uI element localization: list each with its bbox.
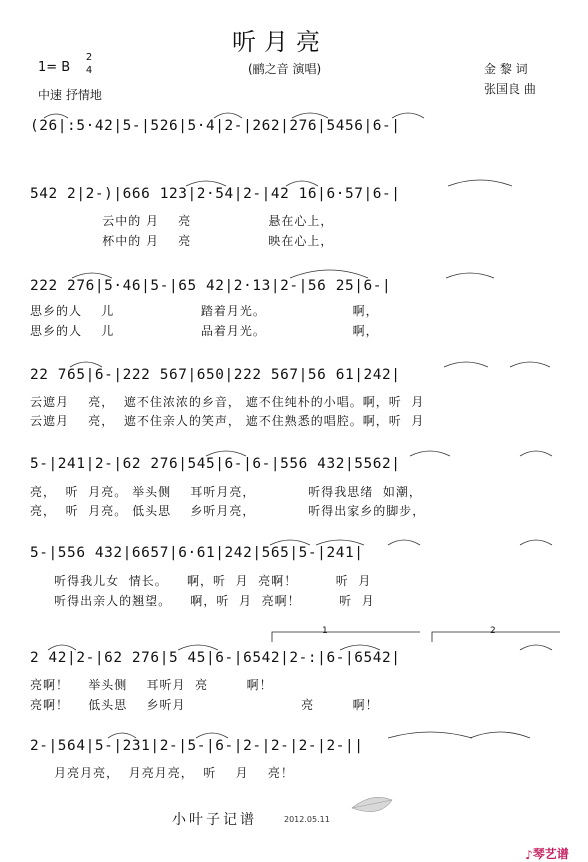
volta-second-ending-label: 2 [490,626,496,636]
lyricist-credit: 金 黎 词 [484,62,528,76]
notation-line-6: 5-|556 432|6657|6·61|242|565|5-|241| [30,545,364,561]
volta-first-ending-label: 1 [322,626,328,636]
key-signature: 1= B [38,60,71,75]
notation-line-8: 2-|564|5-|231|2-|5-|6-|2-|2-|2-|2-|| [30,738,364,754]
time-signature-top: 2 [85,52,93,63]
lyrics-line-6-verse-2: 听得出亲人的翘望。 啊，听 月 亮啊！ 听 月 [30,594,375,608]
notation-line-3: 222 276|5·46|5-|65 42|2·13|2-|56 25|6-| [30,278,392,294]
time-signature-bottom: 4 [85,65,93,76]
transcriber-signature: 小叶子记谱 [172,812,257,828]
lyrics-line-4-verse-2: 云遮月 亮， 遮不住亲人的笑声， 遮不住熟悉的唱腔。啊，听 月 [30,414,425,428]
lyrics-line-2-verse-2: 杯中的 月 亮 映在心上， [30,234,334,248]
slurs [44,113,552,738]
lyrics-line-7-verse-1: 亮啊！ 举头侧 耳听月 亮 啊！ [30,678,273,692]
performer-credit: (鹂之音 演唱) [248,62,322,76]
lyrics-line-5-verse-2: 亮， 听 月亮。 低头思 乡听月亮， 听得出家乡的脚步， [30,504,426,518]
notation-line-1: (26|:5·42|5-|526|5·4|2-|262|276|5456|6-| [30,118,401,134]
notation-line-4: 22 765|6-|222 567|650|222 567|56 61|242| [30,367,401,383]
leaf-doodle-icon [352,797,392,811]
lyrics-line-5-verse-1: 亮， 听 月亮。 举头侧 耳听月亮， 听得我思绪 如潮， [30,485,422,499]
composer-credit: 张国良 曲 [484,82,536,96]
lyrics-line-3-verse-1: 思乡的人 儿 踏着月光。 啊， [30,304,379,318]
notation-line-5: 5-|241|2-|62 276|545|6-|6-|556 432|5562| [30,456,401,472]
lyrics-line-8: 月亮月亮， 月亮月亮， 听 月 亮！ [30,766,294,780]
notation-line-2: 542 2|2-)|666 123|2·54|2-|42 16|6·57|6-| [30,186,401,202]
lyrics-line-7-verse-2: 亮啊！ 低头思 乡听月 亮 啊！ [30,698,379,712]
watermark-text: 琴艺谱 [532,847,569,861]
notation-line-7: 2 42|2-|62 276|5 45|6-|6542|2-:|6-|6542| [30,650,401,666]
song-title: 听月亮 [232,28,328,56]
volta-brackets [272,632,560,642]
transcription-date: 2012.05.11 [284,815,330,824]
lyrics-line-4-verse-1: 云遮月 亮， 遮不住浓浓的乡音， 遮不住纯朴的小唱。啊，听 月 [30,395,425,409]
tempo-marking: 中速 抒情地 [38,88,102,102]
lyrics-line-3-verse-2: 思乡的人 儿 品着月光。 啊， [30,324,379,338]
lyrics-line-6-verse-1: 听得我儿女 情长。 啊，听 月 亮啊！ 听 月 [30,574,372,588]
lyrics-line-2-verse-1: 云中的 月 亮 悬在心上， [30,214,334,228]
watermark-logo-icon: ♪ [525,848,533,862]
